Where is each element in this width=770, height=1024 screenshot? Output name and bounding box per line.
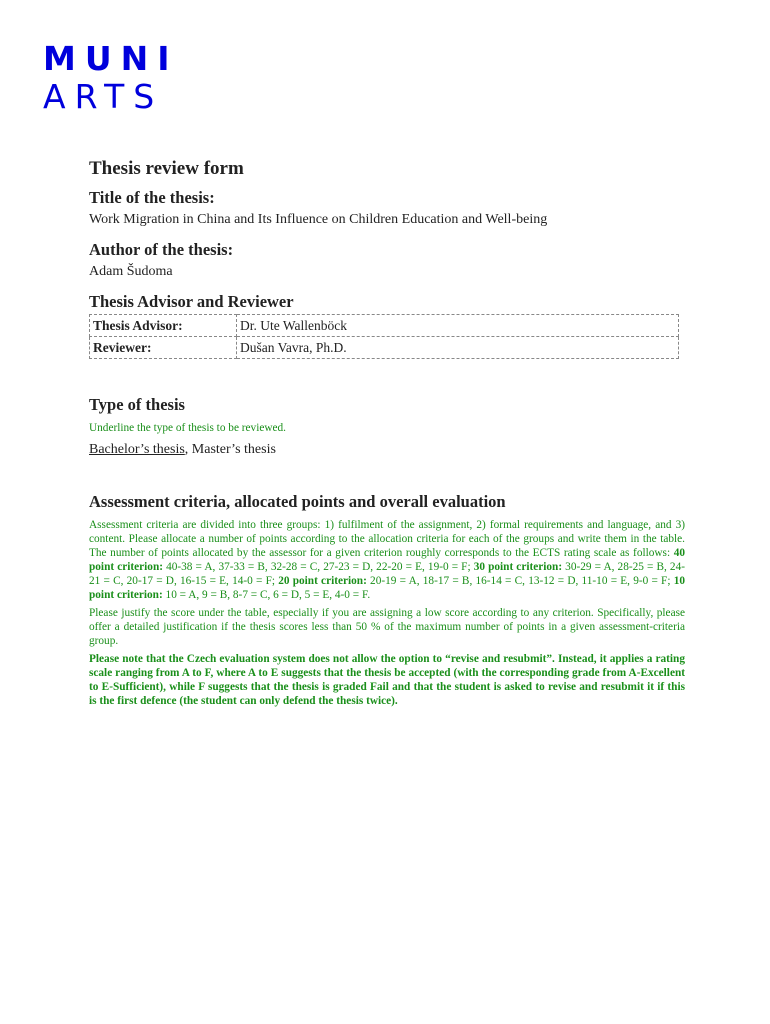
criterion-10-scale: 10 = A, 9 = B, 8-7 = C, 6 = D, 5 = E, 4-0 = F. [162, 589, 371, 601]
criterion-30-label: 30 point criterion: [473, 561, 563, 573]
assessment-heading: Assessment criteria, allocated points and overall evaluation [89, 492, 506, 511]
author-heading: Author of the thesis: [89, 240, 234, 259]
assessment-intro: Assessment criteria are divided into three groups: 1) fulfilment of the assignment, 2) formal requirements and language, and 3) content. Please allocate a number of points according to the allocation criteria for each of the groups and write them in the table. The number of points allocated by the assessor for a given criterion roughly corresponds to the ECTS rating scale as follows: [89, 519, 685, 559]
type-separator: , [184, 442, 192, 457]
criterion-10-label: 10 point criterion: [89, 575, 685, 601]
assessment-paragraph-1 [89, 518, 685, 602]
thesis-type-options [89, 442, 685, 458]
muni-arts-logo [43, 40, 179, 116]
master-thesis-option[interactable]: Master’s thesis [191, 442, 276, 457]
assessment-paragraph-3: Please note that the Czech evaluation system does not allow the option to “revise and resubmit”. Instead, it applies a rating scale ranging from A to F, where A to E suggests that the thesis be accepted (with the corresponding grade from A-Excellent to E-Sufficient), while F suggests that the thesis is graded Fail and that the student is asked to revise and resubmit it if this is the first defence (the student can only defend the thesis twice). [89, 653, 685, 707]
advisor-table [89, 314, 679, 359]
advisor-section-heading: Thesis Advisor and Reviewer [89, 292, 294, 311]
form-title: Thesis review form [89, 158, 244, 179]
advisor-value: Dr. Ute Wallenböck [237, 315, 679, 337]
criterion-40-scale: 40-38 = A, 37-33 = B, 32-28 = C, 27-23 = D, 22-20 = E, 19-0 = F; [163, 561, 474, 573]
logo-line-1: MUNI [43, 39, 179, 78]
reviewer-label: Reviewer: [90, 337, 237, 359]
criterion-20-label: 20 point criterion: [278, 575, 367, 587]
logo-line-2: ARTS [43, 77, 164, 116]
type-heading: Type of thesis [89, 395, 185, 414]
advisor-label: Thesis Advisor: [90, 315, 237, 337]
form-content [89, 158, 685, 708]
table-row [90, 315, 679, 337]
criterion-30-scale: 30-29 = A, 28-25 = B, 24-21 = C, 20-17 = D, 16-15 = E, 14-0 = F; [89, 561, 685, 587]
reviewer-value: Dušan Vavra, Ph.D. [237, 337, 679, 359]
type-instruction: Underline the type of thesis to be reviewed. [89, 422, 287, 434]
table-row [90, 337, 679, 359]
criterion-40-label: 40 point criterion: [89, 547, 685, 573]
criterion-20-scale: 20-19 = A, 18-17 = B, 16-14 = C, 13-12 = D, 11-10 = E, 9-0 = F; [366, 575, 674, 587]
thesis-title-heading: Title of the thesis: [89, 188, 215, 207]
assessment-paragraph-2: Please justify the score under the table, especially if you are assigning a low score according to any criterion. Specifically, please offer a detailed justification if the thesis scores less than 50 % of the maximum number of points in a given assessment-criteria group. [89, 607, 685, 647]
author-value: Adam Šudoma [89, 264, 173, 279]
bachelor-thesis-option[interactable]: Bachelor’s thesis [89, 442, 185, 457]
thesis-title-value: Work Migration in China and Its Influence on Children Education and Well-being [89, 212, 548, 227]
